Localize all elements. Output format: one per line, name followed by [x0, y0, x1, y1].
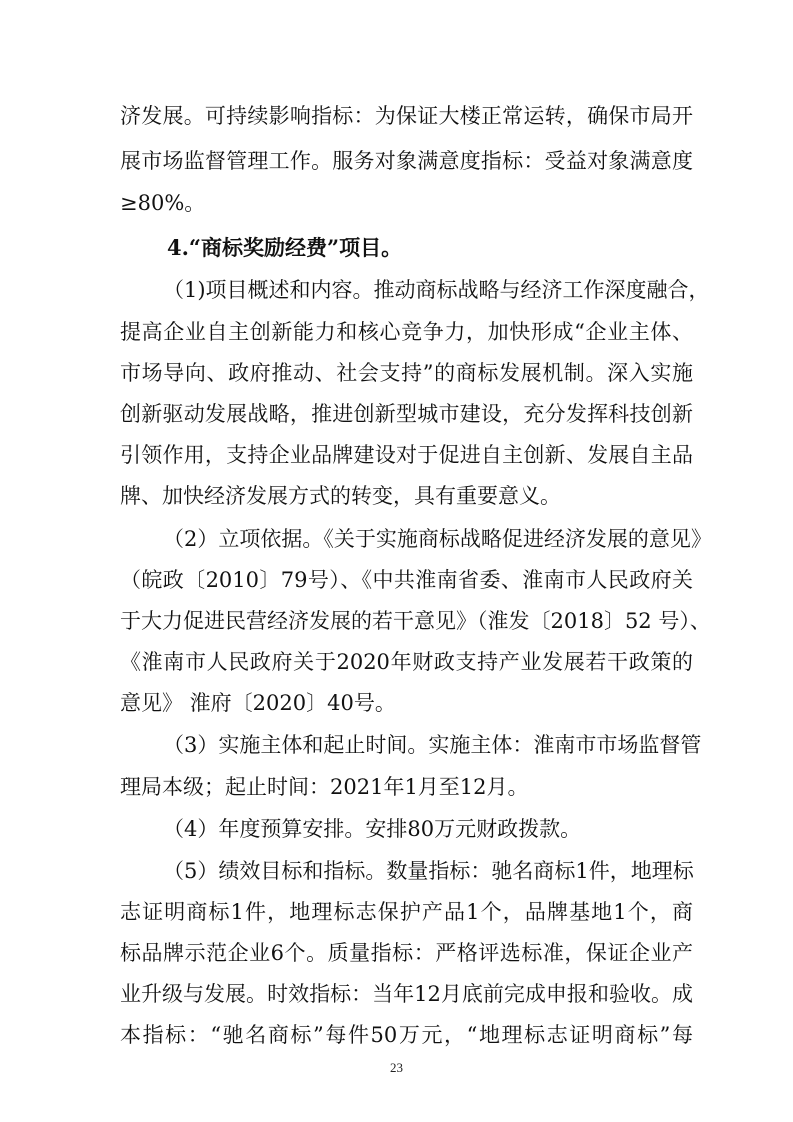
body-text-line: 引领作用，支持企业品牌建设对于促进自主创新、发展自主品	[120, 443, 693, 467]
paragraph-start-line: （2）立项依据。《关于实施商标战略促进经济发展的意见》	[163, 527, 712, 551]
body-text-line: 济发展。可持续影响指标：为保证大楼正常运转，确保市局开	[120, 104, 693, 128]
body-text-line: 提高企业自主创新能力和核心竞争力，加快形成“企业主体、	[120, 320, 693, 344]
body-text-line: 创新驱动发展战略，推进创新型城市建设，充分发挥科技创新	[120, 402, 693, 426]
paragraph-start-line: （4）年度预算安排。安排80万元财政拨款。	[163, 817, 582, 841]
body-text-line: 意见》 淮府〔2020〕40号。	[120, 691, 396, 715]
body-text-line: 业升级与发展。时效指标：当年12月底前完成申报和验收。成	[120, 982, 693, 1006]
body-text-line: 于大力促进民营经济发展的若干意见》（淮发〔2018〕52 号）、	[120, 609, 711, 633]
body-text-line: 标品牌示范企业6个。质量指标：严格评选标准，保证企业产	[120, 941, 693, 965]
body-text-line: 牌、加快经济发展方式的转变，具有重要意义。	[120, 484, 561, 508]
paragraph-start-line: （1)项目概述和内容。推动商标战略与经济工作深度融合，	[163, 278, 710, 302]
page-number: 23	[390, 1060, 403, 1075]
body-text-line: 市场导向、政府推动、社会支持”的商标发展机制。深入实施	[120, 361, 693, 385]
body-text-line: 展市场监督管理工作。服务对象满意度指标：受益对象满意度	[120, 149, 693, 173]
section-heading: 4.“商标奖励经费”项目。	[167, 235, 403, 260]
body-text-line: 理局本级；起止时间：2021年1月至12月。	[120, 775, 529, 799]
body-text-line: ≥80%。	[120, 191, 206, 215]
body-text-line: 本指标：“驰名商标”每件50万元，“地理标志证明商标”每	[120, 1023, 693, 1047]
body-text-line: （皖政〔2010〕79号）、《中共淮南省委、淮南市人民政府关	[120, 568, 693, 592]
paragraph-start-line: （5）绩效目标和指标。数量指标：驰名商标1件，地理标	[163, 859, 694, 883]
body-text-line: 志证明商标1件，地理标志保护产品1个，品牌基地1个，商	[120, 900, 693, 924]
paragraph-start-line: （3）实施主体和起止时间。实施主体：淮南市市场监督管	[163, 733, 702, 757]
body-text-line: 《淮南市人民政府关于2020年财政支持产业发展若干政策的	[120, 650, 693, 674]
